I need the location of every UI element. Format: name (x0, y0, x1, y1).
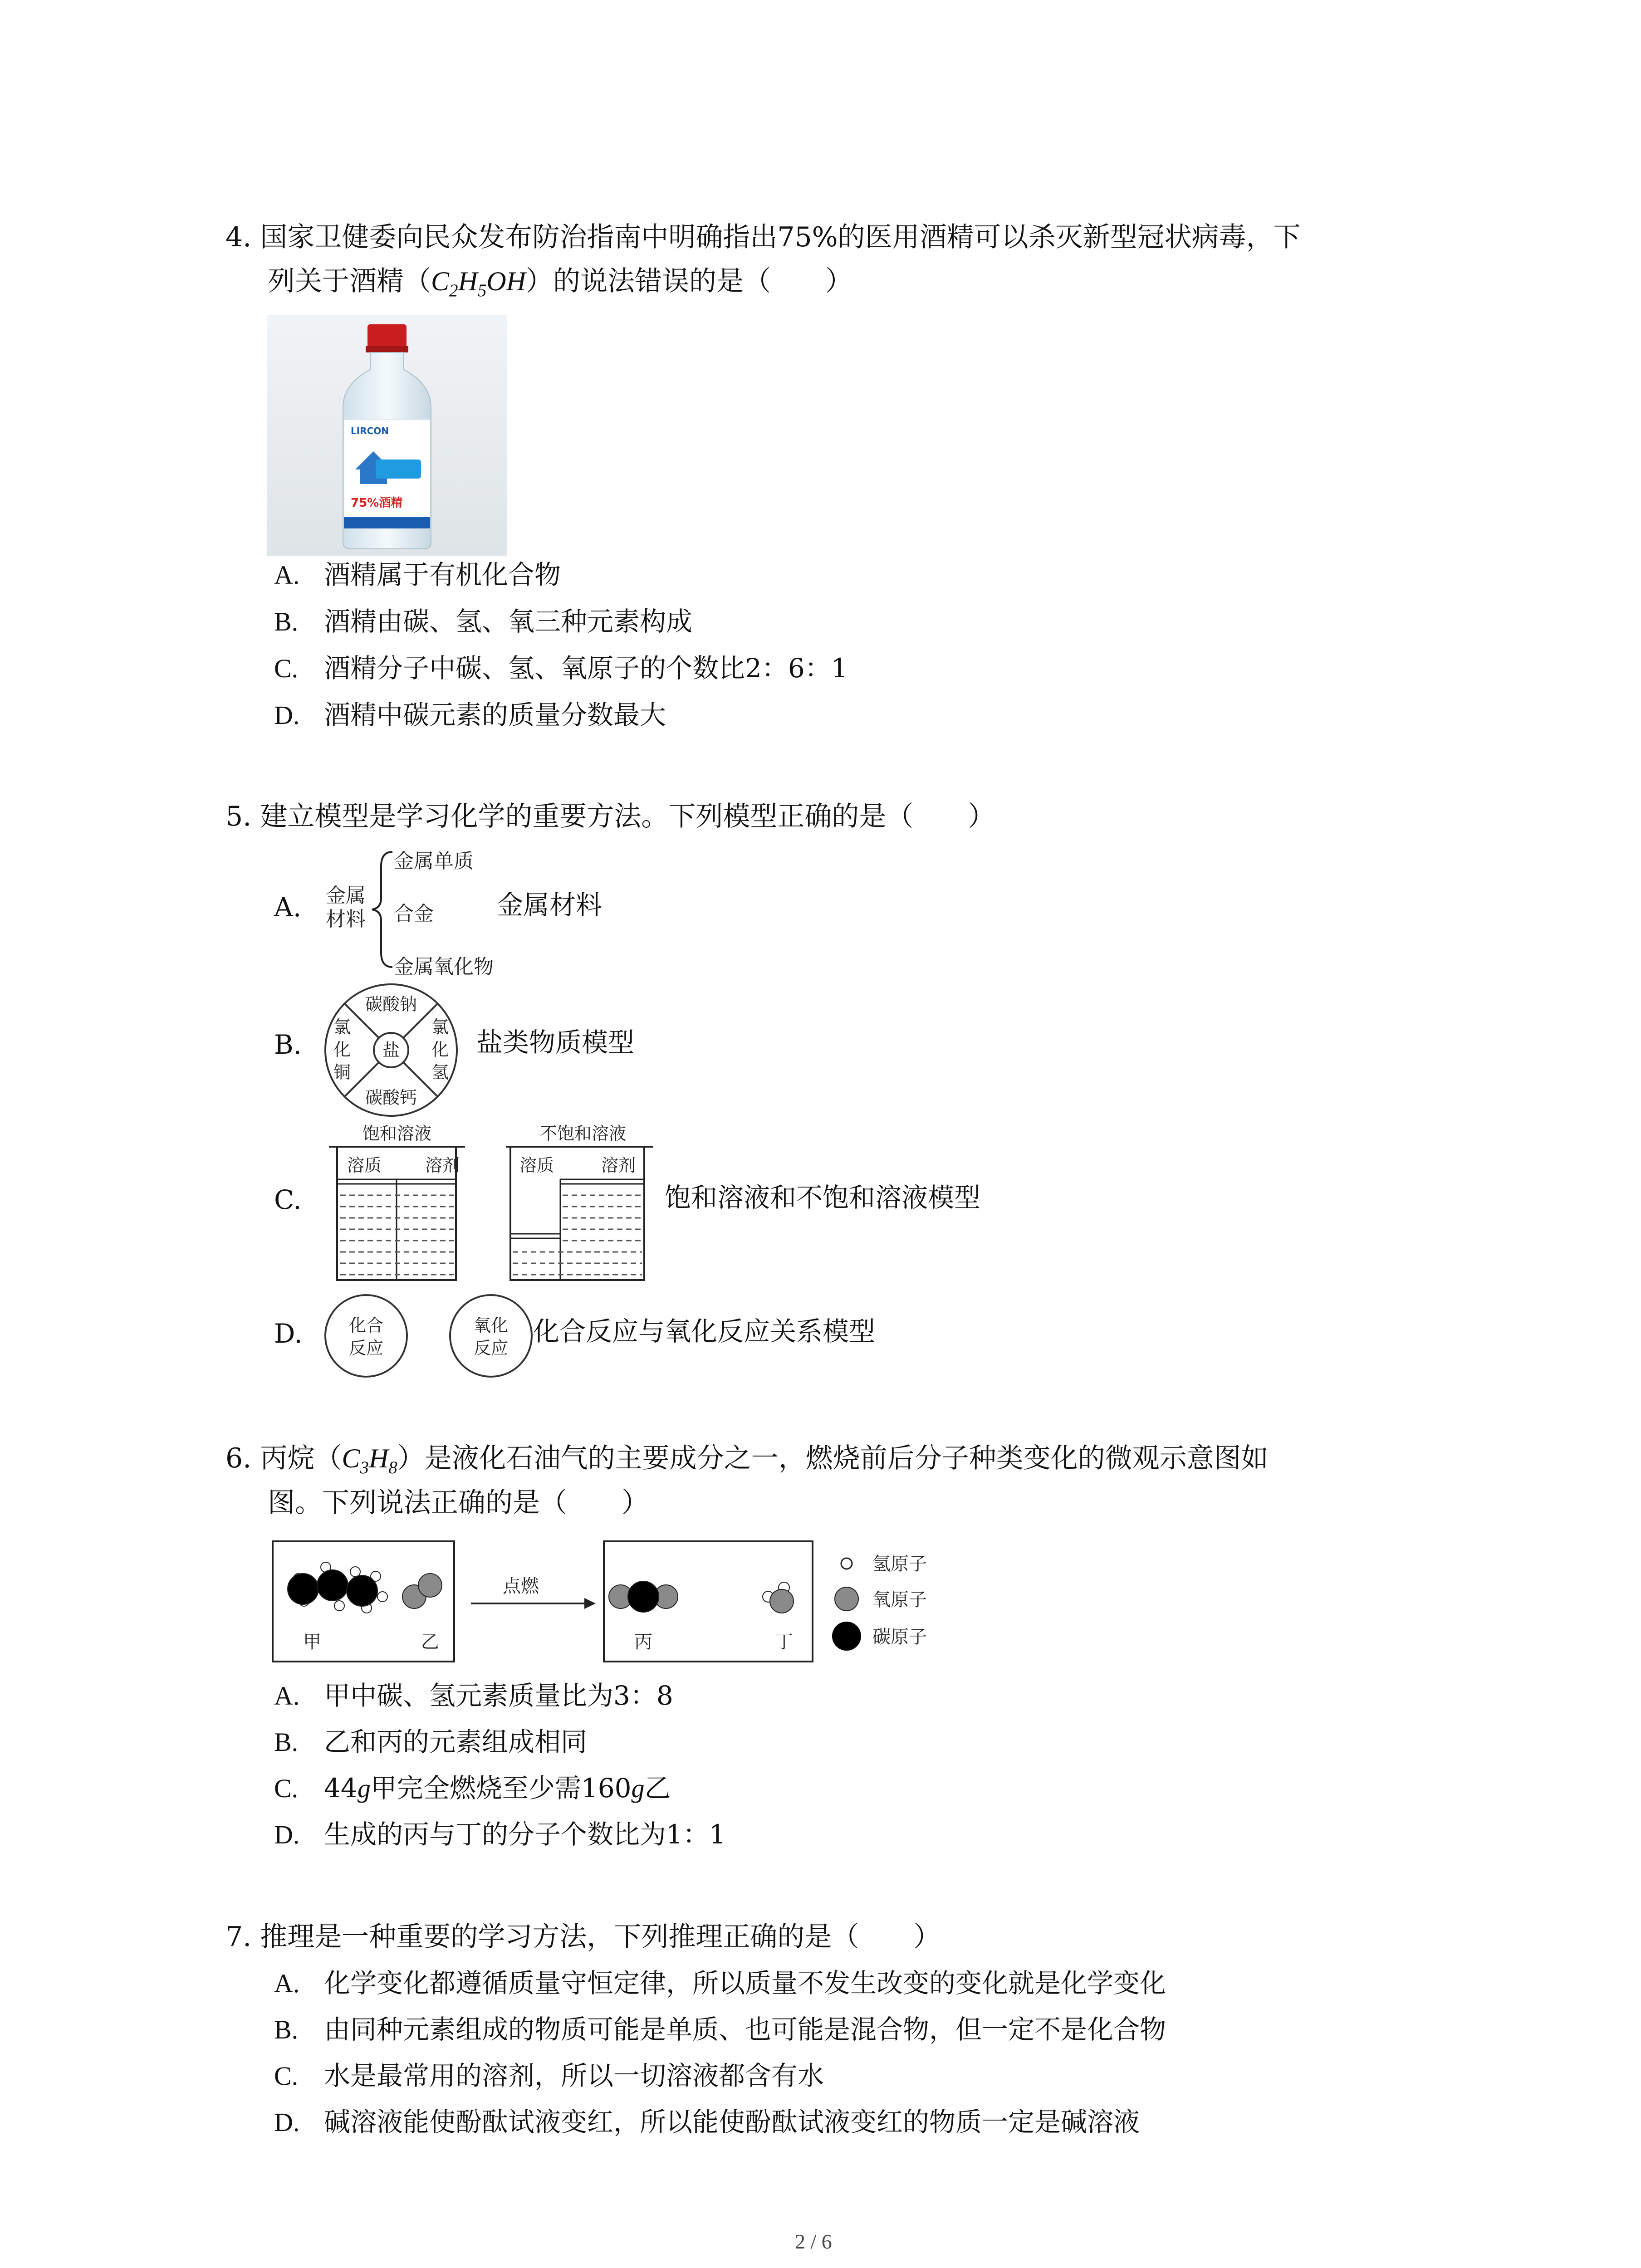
q5-b-left-3: 铜 (333, 1062, 351, 1082)
q5-c-sat-title: 饱和溶液 (362, 1124, 432, 1144)
q5-a-item-1: 金属单质 (394, 850, 474, 873)
q6-option-c[interactable]: C. 44g甲完全燃烧至少需160g乙 (274, 1773, 671, 1804)
q5-a-brace (370, 848, 397, 971)
q5-b-salt-wheel (323, 982, 459, 1118)
q6-label-yi: 乙 (421, 1632, 439, 1652)
q5-b-caption: 盐类物质模型 (476, 1027, 635, 1058)
q5-c-solution-model (320, 1120, 660, 1293)
q6-option-d[interactable]: D. 生成的丙与丁的分子个数比为1：1 (274, 1819, 726, 1850)
q5-stem: 5. 建立模型是学习化学的重要方法。下列模型正确的是（ ） (225, 801, 995, 832)
q5-option-c-label[interactable]: C. (274, 1184, 302, 1215)
q5-b-right-3: 氢 (431, 1062, 449, 1082)
q5-c-unsat-title: 不饱和溶液 (539, 1124, 627, 1144)
page-number: 2 / 6 (795, 2230, 832, 2253)
q5-a-caption: 金属材料 (497, 890, 603, 920)
q5-option-b-label[interactable]: B. (274, 1029, 302, 1060)
q6-legend-c: 碳原子 (872, 1627, 927, 1647)
q5-a-item-2: 合金 (394, 902, 434, 925)
q6-formula: $C_3H_8$ (342, 1443, 397, 1477)
q6-stem-line2: 图。下列说法正确的是（ ） (268, 1487, 649, 1519)
bottle-label: 75%酒精 (351, 496, 403, 510)
q5-option-d-label[interactable]: D. (274, 1318, 303, 1349)
q5-d-circle1-line1: 化合 (348, 1315, 384, 1335)
q6-reaction-diagram (271, 1540, 997, 1672)
q5-d-circle2-line2: 反应 (473, 1338, 509, 1358)
q5-d-relation-model (323, 1293, 541, 1379)
q5-c-sat-solvent: 溶剂 (425, 1155, 460, 1175)
q7-option-c[interactable]: C. 水是最常用的溶剂，所以一切溶液都含有水 (274, 2060, 824, 2091)
q4-option-d[interactable]: D. 酒精中碳元素的质量分数最大 (274, 699, 666, 730)
bottle-brand: LIRCON (351, 425, 389, 436)
q6-arrow-label: 点燃 (503, 1576, 539, 1597)
q5-d-circle1-line2: 反应 (348, 1338, 384, 1358)
alcohol-bottle-image (267, 315, 507, 556)
q4-formula: $C_2H_5OH$ (431, 266, 526, 300)
q5-d-caption: 化合反应与氧化反应关系模型 (533, 1316, 876, 1347)
q7-option-b[interactable]: B. 由同种元素组成的物质可能是单质、也可能是混合物，但一定不是化合物 (274, 2014, 1166, 2045)
q5-b-bottom: 碳酸钙 (365, 1088, 417, 1108)
q5-c-unsat-solvent: 溶剂 (601, 1155, 636, 1175)
q7-option-a[interactable]: A. 化学变化都遵循质量守恒定律，所以质量不发生改变的变化就是化学变化 (274, 1968, 1166, 1999)
q4-stem-line2: 列关于酒精$(C_2H_5OH)$的说法错误的是（ ） (268, 265, 853, 300)
q5-b-top: 碳酸钠 (365, 994, 417, 1014)
q6-label-ding: 丁 (775, 1632, 793, 1652)
q4-stem-line1: 4. 国家卫健委向民众发布防治指南中明确指出75%的医用酒精可以杀灭新型冠状病毒，下 (225, 221, 1301, 253)
q7-stem: 7. 推理是一种重要的学习方法，下列推理正确的是（ ） (225, 1921, 941, 1953)
q4-option-c[interactable]: C. 酒精分子中碳、氢、氧原子的个数比2：6：1 (274, 653, 848, 684)
q5-b-left-1: 氯 (333, 1017, 351, 1037)
q5-option-a-label[interactable]: A. (274, 892, 302, 923)
q5-a-left-1: 金属 (326, 884, 366, 907)
q6-legend-h: 氢原子 (872, 1554, 927, 1574)
q5-c-sat-solute: 溶质 (347, 1155, 382, 1175)
q6-label-bing: 丙 (634, 1632, 652, 1652)
q6-option-a[interactable]: A. 甲中碳、氢元素质量比为3：8 (274, 1680, 673, 1711)
q5-b-right-1: 氯 (431, 1017, 449, 1037)
q5-a-left-2: 材料 (326, 908, 366, 931)
q5-c-caption: 饱和溶液和不饱和溶液模型 (665, 1182, 981, 1213)
q5-b-center: 盐 (382, 1040, 400, 1060)
q5-a-item-3: 金属氧化物 (394, 955, 494, 978)
q6-label-jia: 甲 (303, 1632, 321, 1652)
q5-d-circle2-line1: 氧化 (473, 1315, 509, 1335)
q7-option-d[interactable]: D. 碱溶液能使酚酞试液变红，所以能使酚酞试液变红的物质一定是碱溶液 (274, 2107, 1140, 2137)
q6-legend-o: 氧原子 (872, 1589, 927, 1610)
q6-stem-line1: 6. 丙烷$(C_3H_8)$是液化石油气的主要成分之一，燃烧前后分子种类变化的微观示意图如 (225, 1442, 1269, 1477)
q4-option-a[interactable]: A. 酒精属于有机化合物 (274, 559, 561, 590)
q4-option-b[interactable]: B. 酒精由碳、氢、氧三种元素构成 (274, 606, 693, 637)
q5-c-unsat-solute: 溶质 (519, 1155, 554, 1175)
q5-b-right-2: 化 (431, 1040, 449, 1060)
q6-option-b[interactable]: B. 乙和丙的元素组成相同 (274, 1726, 588, 1757)
q5-b-left-2: 化 (333, 1040, 351, 1060)
